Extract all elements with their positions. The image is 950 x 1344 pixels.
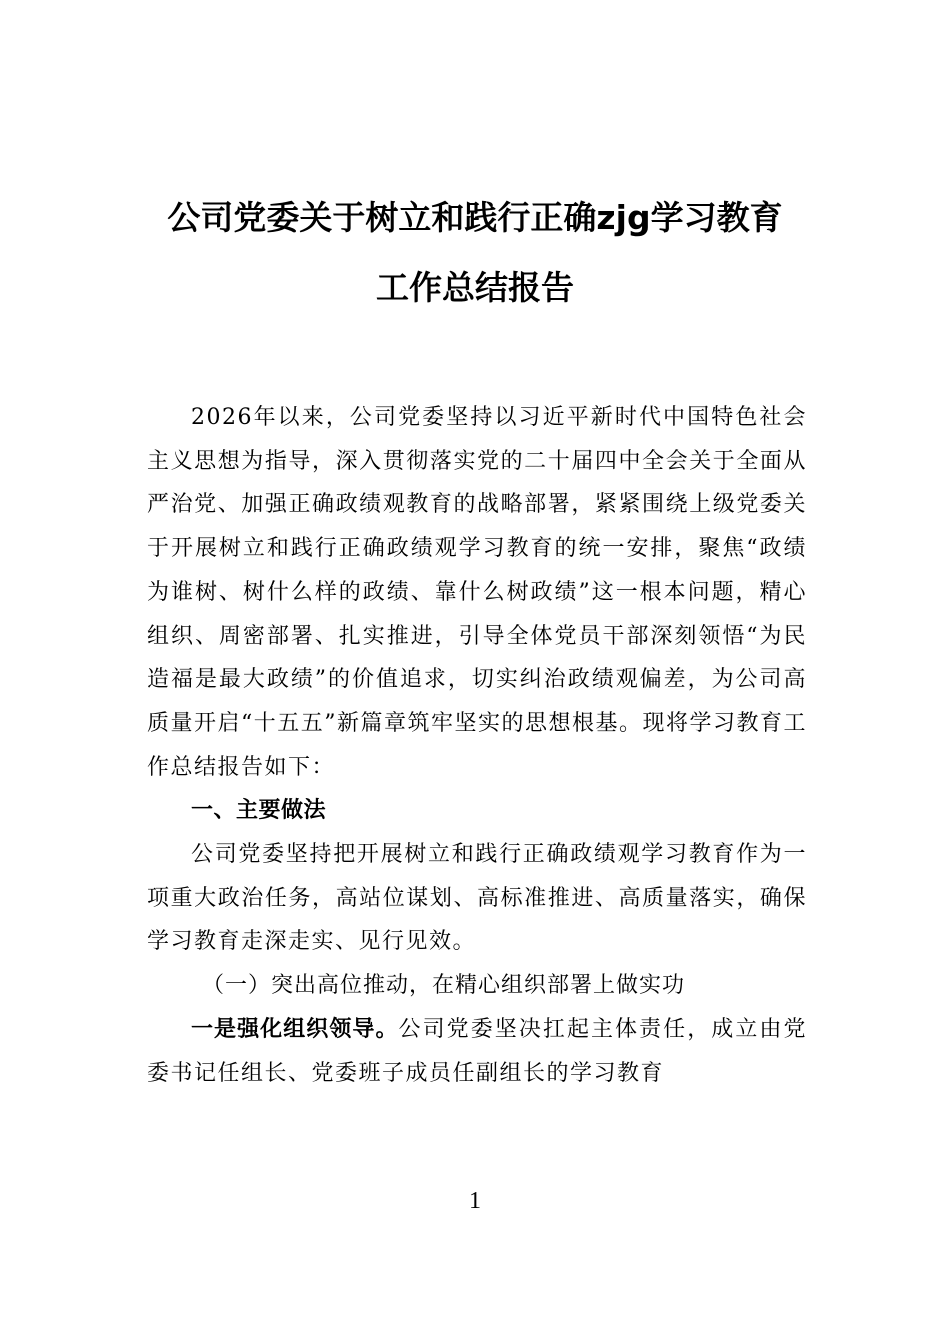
item-text: 公司党委坚决扛起主体责任，成立由党委书记任组长、党委班子成员任副组长的学习教育 (147, 1016, 807, 1086)
section-heading: 一、主要做法 (191, 798, 327, 824)
document-title-line-2: 工作总结报告 (376, 268, 574, 307)
document-title-line-1: 公司党委关于树立和践行正确zjg学习教育 (167, 198, 783, 237)
page-number: 1 (469, 1188, 481, 1214)
intro-paragraph: 2026年以来，公司党委坚持以习近平新时代中国特色社会主义思想为指导，深入贯彻落实党的二十届四中全会关于全面从严治党、加强正确政绩观教育的战略部署，紧紧围绕上级党委关于开展树立和践行正确政绩观学习教育的统一安排，聚焦“政绩为谁树、树什么样的政绩、靠什么树政绩”这一根本问题，精心组织、周密部署、扎实推进，引导全体党员干部深刻领悟“为民造福是最大政绩”的价值追求，切实纠治政绩观偏差，为公司高质量开启“十五五”新篇章筑牢坚实的思想根基。现将学习教育工作总结报告如下： (147, 405, 807, 780)
section-paragraph: 公司党委坚持把开展树立和践行正确政绩观学习教育作为一项重大政治任务，高站位谋划、高标准推进、高质量落实，确保学习教育走深走实、见行见效。 (147, 842, 807, 955)
item-lead: 一是强化组织领导。 (191, 1016, 399, 1042)
subsection-heading: （一）突出高位推动，在精心组织部署上做实功 (202, 973, 686, 999)
document-body (147, 396, 807, 1095)
item-paragraph (147, 1008, 807, 1095)
